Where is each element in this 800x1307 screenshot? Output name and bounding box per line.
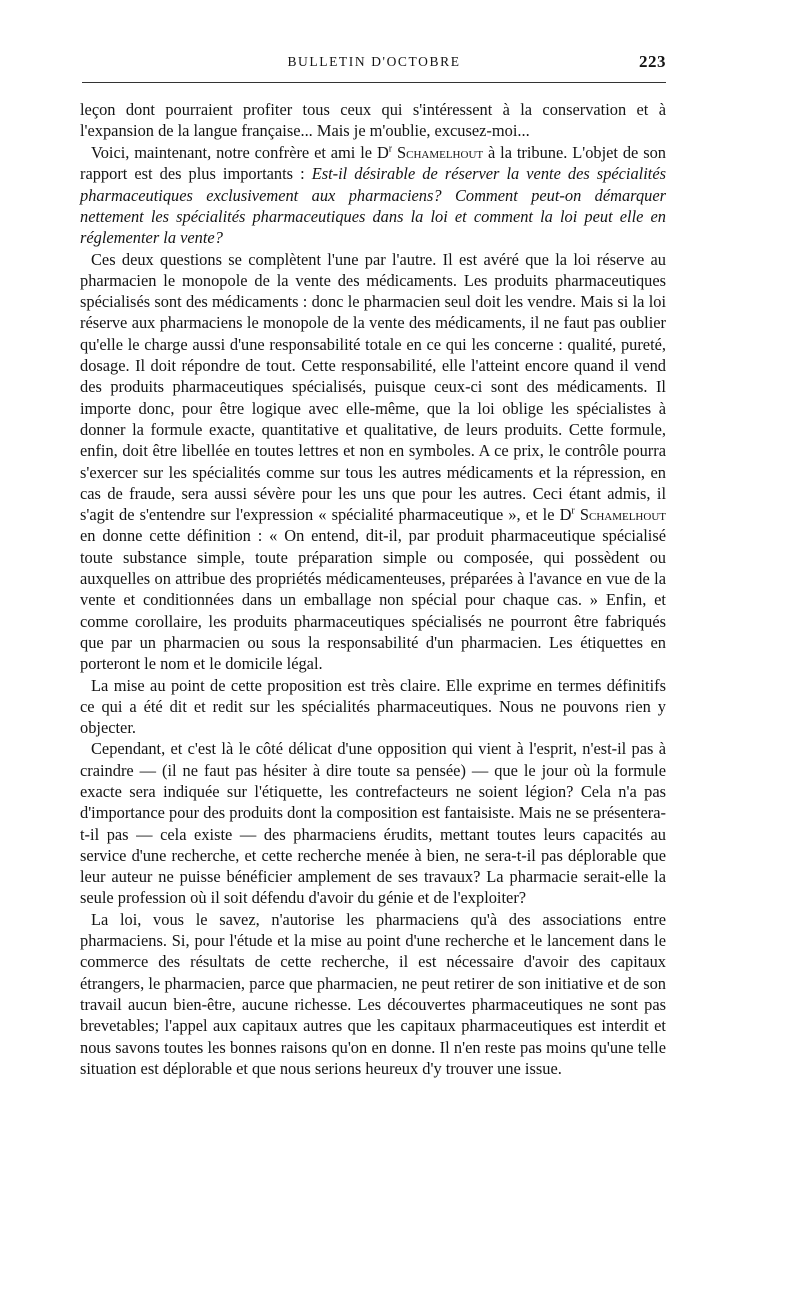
article-body [80, 99, 666, 1079]
author-name: Schamelhout [397, 143, 484, 163]
header-rule [82, 82, 666, 83]
page-number: 223 [639, 52, 666, 71]
paragraph-introduction [80, 142, 666, 248]
report-question: Est-il désirable de réserver la vente des spécialités pharmaceutiques exclusivement aux pharmaciens? Comment peut-on démarquer nettement les spécialités pharmaceutiques dans la loi et comment la loi peut elle en réglementer la vente? [80, 164, 666, 248]
paragraph-text: Voici, maintenant, notre confrère et ami le D [91, 143, 389, 163]
running-head [82, 52, 666, 74]
paragraph-conclusion: La loi, vous le savez, n'autorise les pharmaciens qu'à des associations entre pharmaciens. Si, pour l'étude et la mise au point d'une recherche et le lancement dans le commerce des résultats de cette recherche, il est nécessaire d'avoir des capitaux étrangers, le pharmacien, parce que pharmacien, ne peut retirer de son initiative et de son travail aucun bien-être, aucune richesse. Les découvertes pharmaceutiques ne sont pas brevetables; l'appel aux capitaux autres que les capitaux pharmaceutiques est interdit et nous savons toutes les bonnes raisons qu'on en donne. Il n'en reste pas moins qu'une telle situation est déplorable et que nous serions heureux d'y trouver une issue. [80, 909, 666, 1078]
author-name: Schamelhout [579, 505, 666, 525]
title-superscript: r [388, 143, 393, 155]
title-superscript: r [571, 505, 575, 517]
paragraph-text: Ces deux questions se complètent l'une par l'autre. Il est avéré que la loi réserve au pharmacien le monopole de la vente des médicaments. Les produits pharmaceutiques spécialisés sont des médicaments : donc le pharmacien seul doit les vendre. Mais si la loi réserve aux pharmaciens le monopole de la vente des médicaments, il ne faut pas oublier qu'elle le charge aussi d'une responsabilité totale en ce qui les concerne : qualité, pureté, dosage. Il doit répondre de tout. Cette responsabilité, elle l'atteint encore quand il vend des produits pharmaceutiques spécialisés, puisque ceux-ci sont des médicaments. Il importe donc, pour être logique avec elle-même, que la loi oblige les spécialistes à donner la formule exacte, quantitative et qualitative, de leurs produits. Cette formule, enfin, doit être libellée en toutes lettres et non en symboles. A ce prix, le contrôle pourra s'exercer sur les spécialités comme sur tous les autres médicaments et la répression, en cas de fraude, sera aussi sévère pour les uns que pour les autres. Ceci étant admis, il s'agit de s'entendre sur l'expression « spécialité pharmaceutique », et le D [80, 249, 666, 525]
paragraph-argument [80, 249, 666, 675]
paragraph-assessment: La mise au point de cette proposition est très claire. Elle exprime en termes définitifs ce qui a été dit et redit sur les spécialités pharmaceutiques. Nous ne pouvons rien y objecter. [80, 675, 666, 738]
running-title: BULLETIN D'OCTOBRE [287, 54, 461, 69]
paragraph-continued: leçon dont pourraient profiter tous ceux qui s'intéressent à la conservation et à l'expansion de la langue française... Mais je m'oublie, excusez-moi... [80, 100, 666, 141]
paragraph-objection: Cependant, et c'est là le côté délicat d'une opposition qui vient à l'esprit, n'est-il pas à craindre — (il ne faut pas hésiter à dire toute sa pensée) — que le jour où la formule exacte sera indiquée sur l'étiquette, les contrefacteurs ne soient légion? Cela n'a pas d'importance pour des produits dont la composition est fantaisiste. Mais ne se présentera-t-il pas — cela existe — des pharmaciens érudits, mettant toutes leurs capacités au service d'une recherche, et cette recherche menée à bien, ne sera-t-il pas déplorable que leur auteur ne puisse bénéficier amplement de ses travaux? La pharmacie serait-elle la seule profession où il soit défendu d'avoir du génie et de l'exploiter? [80, 739, 666, 908]
paragraph-text: à la tribune. L'objet de son rapport est des plus importants : [80, 143, 666, 184]
paragraph-text: en donne cette définition : « On entend, dit-il, par produit pharmaceutique spécialisé toute substance simple, toute préparation simple ou composée, qui possèdent ou auxquelles on attribue des propriétés médicamenteuses, préparées à l'avance en vue de la vente et conditionnées dans un emballage non spécial pour chaque cas. » Enfin, et comme corollaire, les produits pharmaceutiques spécialisés ne pourront être fabriqués que par un pharmacien ou sous la responsabilité d'un pharmacien. Les étiquettes en porteront le nom et le domicile légal. [80, 526, 666, 674]
